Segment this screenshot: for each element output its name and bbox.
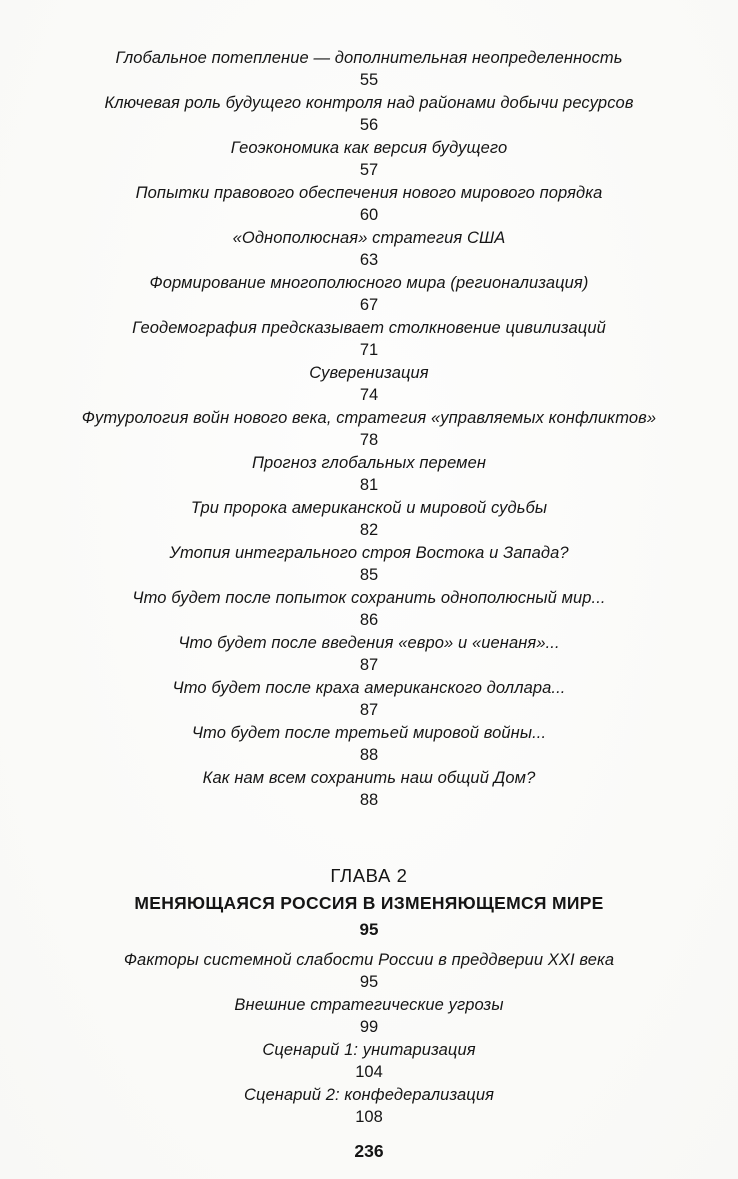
entry-title: Три пророка американской и мировой судьбы bbox=[190, 499, 548, 517]
entry-page-number: 81 bbox=[359, 476, 379, 494]
entry-title: Сценарий 2: конфедерализация bbox=[243, 1086, 495, 1104]
entry-page-number: 82 bbox=[359, 521, 379, 539]
entry-page-number: 55 bbox=[359, 71, 379, 89]
entry-title: Геоэкономика как версия будущего bbox=[230, 139, 508, 157]
toc-entry bbox=[44, 541, 694, 586]
toc-entry bbox=[44, 721, 694, 766]
entry-title: Сценарий 1: унитаризация bbox=[262, 1041, 476, 1059]
entry-page-number: 99 bbox=[359, 1018, 379, 1036]
entry-page-number: 88 bbox=[359, 791, 379, 809]
entry-title: Футурология войн нового века, стратегия «управляемых конфликтов» bbox=[81, 409, 657, 427]
entry-page-number: 63 bbox=[359, 251, 379, 269]
entry-title: Глобальное потепление — дополнительная неопределенность bbox=[115, 49, 623, 67]
entry-title: Что будет после третьей мировой войны... bbox=[191, 724, 547, 742]
toc-entry bbox=[44, 631, 694, 676]
entry-title: Что будет после попыток сохранить однополюсный мир... bbox=[132, 589, 606, 607]
toc-entry bbox=[44, 361, 694, 406]
entry-title: Прогноз глобальных перемен bbox=[251, 454, 487, 472]
toc-entry bbox=[44, 451, 694, 496]
footer-page-number: 236 bbox=[354, 1141, 384, 1161]
toc-entry bbox=[44, 406, 694, 451]
chapter-2-heading bbox=[44, 863, 694, 942]
entry-page-number: 78 bbox=[359, 431, 379, 449]
entry-page-number: 95 bbox=[359, 973, 379, 991]
entry-page-number: 60 bbox=[359, 206, 379, 224]
toc-entry bbox=[44, 91, 694, 136]
entry-page-number: 88 bbox=[359, 746, 379, 764]
toc-entry bbox=[44, 586, 694, 631]
entry-title: Что будет после введения «евро» и «иенаня»... bbox=[178, 634, 560, 652]
toc-list-part2 bbox=[44, 948, 694, 1128]
entry-title: Факторы системной слабости России в преддверии XXI века bbox=[123, 951, 615, 969]
toc-entry bbox=[44, 46, 694, 91]
entry-title: Попытки правового обеспечения нового мирового порядка bbox=[135, 184, 603, 202]
entry-title: Как нам всем сохранить наш общий Дом? bbox=[202, 769, 536, 787]
entry-page-number: 67 bbox=[359, 296, 379, 314]
entry-title: Суверенизация bbox=[309, 364, 429, 382]
entry-page-number: 108 bbox=[355, 1108, 383, 1126]
entry-title: Ключевая роль будущего контроля над районами добычи ресурсов bbox=[104, 94, 634, 112]
toc-list-part1 bbox=[44, 46, 694, 811]
toc-entry bbox=[44, 136, 694, 181]
entry-page-number: 56 bbox=[359, 116, 379, 134]
toc-entry bbox=[44, 226, 694, 271]
entry-page-number: 87 bbox=[359, 656, 379, 674]
toc-entry bbox=[44, 1083, 694, 1128]
toc-entry bbox=[44, 993, 694, 1038]
entry-title: Геодемография предсказывает столкновение цивилизаций bbox=[132, 319, 606, 337]
entry-page-number: 74 bbox=[359, 386, 379, 404]
entry-page-number: 86 bbox=[359, 611, 379, 629]
toc-entry bbox=[44, 271, 694, 316]
entry-title: Формирование многополюсного мира (регионализация) bbox=[149, 274, 589, 292]
entry-page-number: 104 bbox=[355, 1063, 383, 1081]
entry-page-number: 71 bbox=[359, 341, 379, 359]
entry-title: Что будет после краха американского доллара... bbox=[172, 679, 566, 697]
entry-page-number: 87 bbox=[359, 701, 379, 719]
toc-entry bbox=[44, 676, 694, 721]
entry-title: «Однополюсная» стратегия США bbox=[232, 229, 506, 247]
toc-entry bbox=[44, 496, 694, 541]
chapter-title: МЕНЯЮЩАЯСЯ РОССИЯ В ИЗМЕНЯЮЩЕМСЯ МИРЕ bbox=[134, 893, 604, 913]
entry-title: Внешние стратегические угрозы bbox=[234, 996, 504, 1014]
toc-entry bbox=[44, 1038, 694, 1083]
toc-entry bbox=[44, 948, 694, 993]
entry-page-number: 85 bbox=[359, 566, 379, 584]
toc-entry bbox=[44, 181, 694, 226]
toc-entry bbox=[44, 316, 694, 361]
entry-page-number: 57 bbox=[359, 161, 379, 179]
chapter-page-number: 95 bbox=[359, 920, 379, 939]
toc-entry bbox=[44, 766, 694, 811]
chapter-label: ГЛАВА 2 bbox=[330, 865, 408, 886]
entry-title: Утопия интегрального строя Востока и Запада? bbox=[169, 544, 569, 562]
